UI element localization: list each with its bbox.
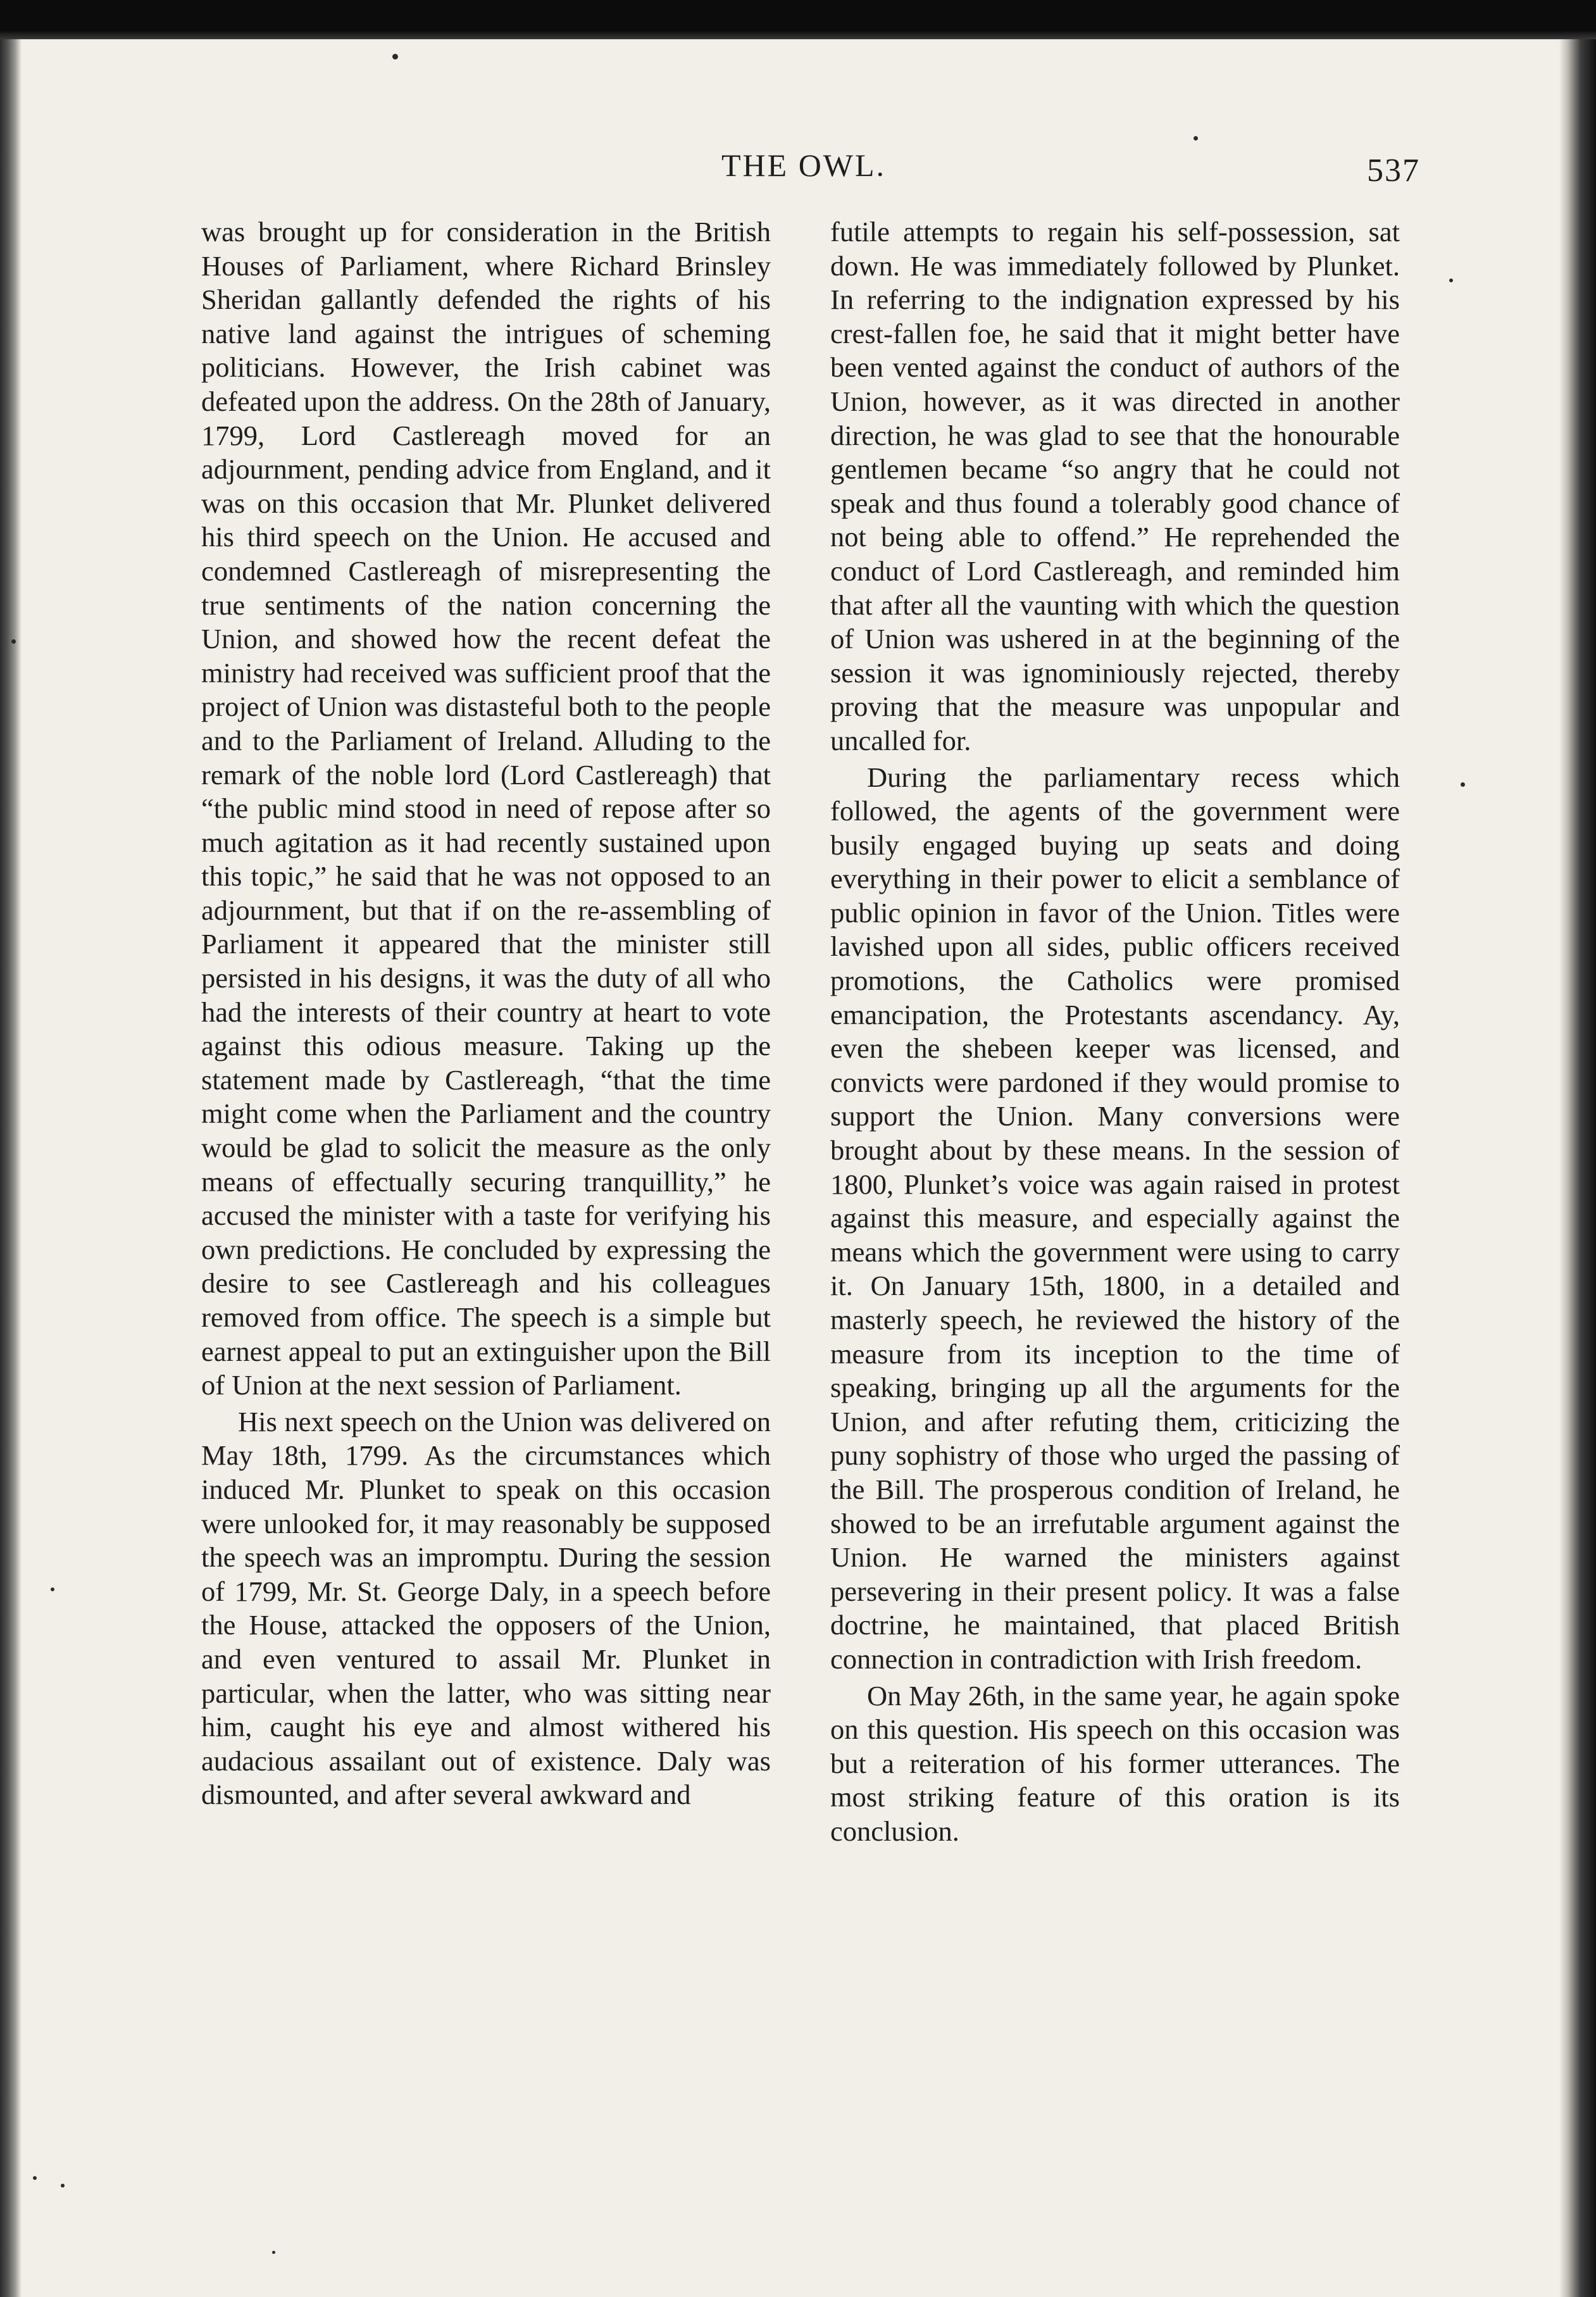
scan-speck xyxy=(1194,136,1198,141)
left-column xyxy=(201,215,771,1812)
running-head: THE OWL. xyxy=(721,147,887,183)
scan-left-edge xyxy=(0,39,22,2297)
right-column xyxy=(830,215,1400,1849)
scan-right-edge xyxy=(1559,39,1596,2297)
scan-speck xyxy=(392,54,398,59)
page-header xyxy=(0,147,1596,197)
scan-speck xyxy=(272,2251,275,2254)
scan-speck xyxy=(1461,782,1465,787)
paragraph: was brought up for consideration in the British Houses of Parliament, where Richard Brinsley Sheridan gallantly defended the rights of his native land against the intrigues of scheming politicians. However, the Irish cabinet was defeated upon the address. On the 28th of January, 1799, Lord Castlereagh moved for an adjournment, pending advice from England, and it was on this occasion that Mr. Plunket delivered his third speech on the Union. He accused and condemned Castlereagh of misrepresenting the true sentiments of the nation concerning the Union, and showed how the recent defeat the ministry had received was sufficient proof that the project of Union was distasteful both to the people and to the Parliament of Ireland. Alluding to the remark of the noble lord (Lord Castlereagh) that “the public mind stood in need of repose after so much agitation as it had recently sustained upon this topic,” he said that he was not opposed to an adjournment, but that if on the re-assembling of Parliament it appeared that the minister still persisted in his designs, it was the duty of all who had the interests of their country at heart to vote against this odious measure. Taking up the statement made by Castlereagh, “that the time might come when the Parliament and the country would be glad to solicit the measure as the only means of effectually securing tranquillity,” he accused the minister with a taste for verifying his own predictions. He concluded by expressing the desire to see Castlereagh and his colleagues removed from office. The speech is a simple but earnest appeal to put an extinguisher upon the Bill of Union at the next session of Parliament. xyxy=(201,216,771,1401)
paragraph: On May 26th, in the same year, he again spoke on this question. His speech on this occasion was but a reiteration of his former utterances. The most striking feature of this oration is its conclusion. xyxy=(830,1679,1400,1847)
scan-speck xyxy=(51,1587,54,1591)
page-number: 537 xyxy=(1367,153,1420,189)
scan-top-border xyxy=(0,0,1596,39)
scan-speck xyxy=(61,2184,65,2187)
paragraph: During the parliamentary recess which followed, the agents of the government were busily engaged buying up seats and doing everything in their power to elicit a semblance of public opinion in favor of the Union. Titles were lavished upon all sides, public officers received promotions, the Catholics were promised emancipation, the Protestants ascendancy. Ay, even the shebeen keeper was licensed, and convicts were pardoned if they would promise to support the Union. Many conversions were brought about by these means. In the session of 1800, Plunket’s voice was again raised in protest against this measure, and especially against the means which the government were using to carry it. On January 15th, 1800, in a detailed and masterly speech, he reviewed the history of the measure from its inception to the time of speaking, bringing up all the arguments for the Union, and after refuting them, criticizing the puny sophistry of those who urged the passing of the Bill. The prosperous condition of Ireland, he showed to be an irrefutable argument against the Union. He warned the ministers against persevering in their present policy. It was a false doctrine, he maintained, that placed British connection in contradiction with Irish freedom. xyxy=(830,761,1400,1675)
paragraph: futile attempts to regain his self-possession, sat down. He was immediately followed by Plunket. In referring to the indignation expressed by his crest-fallen foe, he said that it might better have been vented against the conduct of authors of the Union, however, as it was directed in another direction, he was glad to see that the honourable gentlemen became “so angry that he could not speak and thus found a tolerably good chance of not being able to offend.” He reprehended the conduct of Lord Castlereagh, and reminded him that after all the vaunting with which the question of Union was ushered in at the beginning of the session it was ignominiously rejected, thereby proving that the measure was unpopular and uncalled for. xyxy=(830,216,1400,756)
scan-speck xyxy=(33,2176,37,2180)
scan-speck xyxy=(11,639,16,644)
scan-speck xyxy=(1449,279,1453,282)
paragraph: His next speech on the Union was delivered on May 18th, 1799. As the circumstances which induced Mr. Plunket to speak on this occasion were unlooked for, it may reasonably be supposed the speech was an impromptu. During the session of 1799, Mr. St. George Daly, in a speech before the House, attacked the opposers of the Union, and even ventured to assail Mr. Plunket in particular, when the latter, who was sitting near him, caught his eye and almost withered his audacious assailant out of existence. Daly was dismounted, and after several awkward and xyxy=(201,1405,771,1811)
